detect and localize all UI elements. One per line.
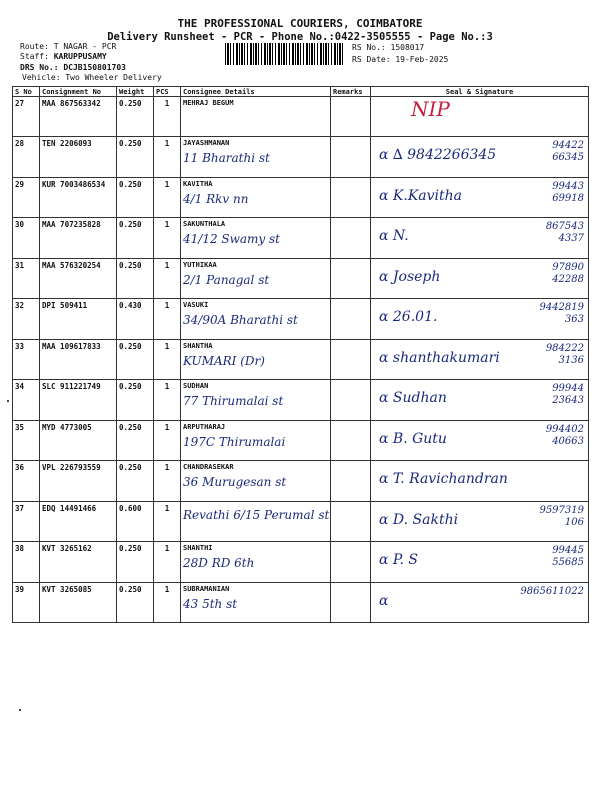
pieces-count: 1 xyxy=(154,299,181,340)
table-row xyxy=(13,258,589,299)
weight-value: 0.250 xyxy=(117,137,154,178)
staff-line xyxy=(20,52,107,61)
table-row xyxy=(13,339,589,380)
handwritten-phone: 984222 xyxy=(545,342,584,354)
handwritten-phone: 9442819 xyxy=(539,302,584,313)
serial-number: 27 xyxy=(13,97,40,137)
weight-value: 0.430 xyxy=(117,299,154,340)
remarks-cell xyxy=(331,501,371,542)
serial-number: 30 xyxy=(13,218,40,259)
pieces-count: 1 xyxy=(154,461,181,502)
consignee-name: SUBRAMANIAN xyxy=(183,584,230,593)
serial-number: 36 xyxy=(13,461,40,502)
seal-signature-cell xyxy=(371,582,589,623)
table-row xyxy=(13,542,589,583)
handwritten-address: Revathi 6/15 Perumal st xyxy=(183,507,330,522)
remarks-cell xyxy=(331,299,371,340)
seal-signature-cell xyxy=(371,542,589,583)
consignee-details xyxy=(181,501,331,542)
consignment-number: MAA 707235828 xyxy=(40,218,117,259)
weight-value: 0.250 xyxy=(117,461,154,502)
rs-date: RS Date: 19-Feb-2025 xyxy=(352,55,449,64)
consignee-details xyxy=(181,380,331,421)
handwritten-phone: 99445 xyxy=(552,545,584,556)
remarks-cell xyxy=(331,177,371,218)
serial-number: 33 xyxy=(13,339,40,380)
consignee-details xyxy=(181,177,331,218)
col-remarks: Remarks xyxy=(331,87,371,97)
handwritten-phone-cont: 66345 xyxy=(552,152,584,163)
handwritten-address: 28D RD 6th xyxy=(183,556,255,570)
handwritten-phone: 867543 xyxy=(545,221,584,232)
serial-number: 37 xyxy=(13,501,40,542)
consignment-number: KUR 7003486534 xyxy=(40,177,117,218)
consignment-number: MAA 109617833 xyxy=(40,339,117,380)
remarks-cell xyxy=(331,97,371,137)
pieces-count: 1 xyxy=(154,582,181,623)
handwritten-signature: α N. xyxy=(379,228,409,244)
remarks-cell xyxy=(331,420,371,461)
consignment-number: TEN 2206093 xyxy=(40,137,117,178)
runsheet-subtitle: Delivery Runsheet - PCR - Phone No.:0422-3505555 - Page No.:3 xyxy=(107,31,493,43)
handwritten-signature: α P. S xyxy=(379,552,418,568)
pieces-count: 1 xyxy=(154,542,181,583)
consignee-name: VASUKI xyxy=(183,301,209,309)
pieces-count: 1 xyxy=(154,97,181,137)
barcode-image xyxy=(225,43,343,65)
seal-signature-cell xyxy=(371,177,589,218)
serial-number: 29 xyxy=(13,177,40,218)
handwritten-phone: 9597319 xyxy=(539,504,584,516)
consignment-number: EDQ 14491466 xyxy=(40,501,117,542)
serial-number: 32 xyxy=(13,299,40,340)
consignment-number: KVT 3265162 xyxy=(40,542,117,583)
pieces-count: 1 xyxy=(154,420,181,461)
seal-signature-cell xyxy=(371,461,589,502)
pieces-count: 1 xyxy=(154,339,181,380)
consignment-number: MAA 576320254 xyxy=(40,258,117,299)
consignee-name: SUDHAN xyxy=(183,382,209,390)
handwritten-phone: 9865611022 xyxy=(520,585,584,597)
remarks-cell xyxy=(331,380,371,421)
col-seal-signature: Seal & Signature xyxy=(371,87,589,97)
consignee-name: CHANDRASEKAR xyxy=(183,463,234,471)
handwritten-address: 34/90A Bharathi st xyxy=(183,313,298,327)
handwritten-signature: α Sudhan xyxy=(379,390,447,406)
table-row xyxy=(13,461,589,502)
handwritten-signature: α Joseph xyxy=(379,268,441,285)
weight-value: 0.250 xyxy=(117,177,154,218)
consignment-number: DPI 509411 xyxy=(40,299,117,340)
remarks-cell xyxy=(331,542,371,583)
handwritten-address: 77 Thirumalai st xyxy=(183,394,284,408)
col-consignee: Consignee Details xyxy=(181,87,331,97)
seal-signature-cell xyxy=(371,218,589,259)
consignee-name: YUTHIKAA xyxy=(183,260,217,269)
seal-signature-cell xyxy=(371,339,589,380)
handwritten-address: 11 Bharathi st xyxy=(183,151,270,165)
handwritten-phone-cont: 106 xyxy=(564,516,584,528)
handwritten-signature: α 26.01. xyxy=(379,309,438,325)
col-pcs: PCS xyxy=(154,87,181,97)
handwritten-signature: α xyxy=(379,592,389,609)
nip-remark: NIP xyxy=(411,97,450,121)
pieces-count: 1 xyxy=(154,380,181,421)
serial-number: 31 xyxy=(13,258,40,299)
handwritten-phone-cont: 55685 xyxy=(552,557,584,568)
weight-value: 0.250 xyxy=(117,258,154,299)
seal-signature-cell xyxy=(371,380,589,421)
remarks-cell xyxy=(331,461,371,502)
pieces-count: 1 xyxy=(154,501,181,542)
weight-value: 0.250 xyxy=(117,339,154,380)
rs-number: RS No.: 1508017 xyxy=(352,43,425,52)
consignee-name: SHANTHI xyxy=(183,544,213,552)
handwritten-signature: α D. Sakthi xyxy=(379,511,459,528)
handwritten-phone-cont: 23643 xyxy=(552,395,584,406)
col-consignment: Consignment No xyxy=(40,87,117,97)
handwritten-phone-cont: 363 xyxy=(564,314,584,325)
remarks-cell xyxy=(331,339,371,380)
weight-value: 0.250 xyxy=(117,420,154,461)
remarks-cell xyxy=(331,137,371,178)
seal-signature-cell xyxy=(371,97,589,137)
table-row xyxy=(13,218,589,259)
handwritten-phone: 99443 xyxy=(552,180,584,192)
handwritten-address: KUMARI (Dr) xyxy=(183,353,265,368)
serial-number: 39 xyxy=(13,582,40,623)
table-row xyxy=(13,177,589,218)
vehicle-label: Vehicle: Two Wheeler Delivery xyxy=(22,73,162,82)
seal-signature-cell xyxy=(371,501,589,542)
pieces-count: 1 xyxy=(154,258,181,299)
pieces-count: 1 xyxy=(154,177,181,218)
handwritten-phone: 94422 xyxy=(552,140,584,151)
pieces-count: 1 xyxy=(154,137,181,178)
consignee-name: ARPUTHARAJ xyxy=(183,422,226,431)
weight-value: 0.250 xyxy=(117,380,154,421)
consignee-name: SHANTHA xyxy=(183,341,213,350)
staff-label: Staff: xyxy=(20,52,49,61)
serial-number: 35 xyxy=(13,420,40,461)
handwritten-phone-cont: 42288 xyxy=(552,273,584,285)
consignee-details xyxy=(181,97,331,137)
seal-signature-cell xyxy=(371,258,589,299)
runsheet-table xyxy=(12,86,589,623)
consignment-number: MAA 867563342 xyxy=(40,97,117,137)
remarks-cell xyxy=(331,258,371,299)
remarks-cell xyxy=(331,218,371,259)
handwritten-phone: 994402 xyxy=(545,423,584,435)
consignee-name: SAKUNTHALA xyxy=(183,220,226,228)
consignment-number: MYD 4773005 xyxy=(40,420,117,461)
weight-value: 0.250 xyxy=(117,97,154,137)
serial-number: 34 xyxy=(13,380,40,421)
consignee-name: MEHRAJ BEGUM xyxy=(183,99,234,107)
table-row xyxy=(13,380,589,421)
consignee-details xyxy=(181,258,331,299)
handwritten-phone: 99944 xyxy=(552,383,584,394)
table-row xyxy=(13,501,589,542)
table-row xyxy=(13,299,589,340)
table-header-row xyxy=(13,87,589,97)
remarks-cell xyxy=(331,582,371,623)
handwritten-signature: α K.Kavitha xyxy=(379,187,462,204)
runsheet-title: THE PROFESSIONAL COURIERS, COIMBATORE xyxy=(177,17,423,30)
col-weight: Weight xyxy=(117,87,154,97)
handwritten-phone-cont: 69918 xyxy=(552,192,584,204)
drs-label: DRS No.: xyxy=(20,63,59,72)
margin-mark xyxy=(7,400,9,402)
consignee-details xyxy=(181,542,331,583)
handwritten-address: 4/1 Rkv nn xyxy=(183,191,249,206)
handwritten-signature: α B. Gutu xyxy=(379,430,447,447)
weight-value: 0.250 xyxy=(117,218,154,259)
handwritten-address: 2/1 Panagal st xyxy=(183,272,270,287)
handwritten-signature: α shanthakumari xyxy=(379,349,500,366)
table-row xyxy=(13,137,589,178)
weight-value: 0.600 xyxy=(117,501,154,542)
handwritten-address: 43 5th st xyxy=(183,596,238,611)
margin-mark xyxy=(19,709,21,711)
col-sno: S No xyxy=(13,87,40,97)
drs-number: DCJB150801703 xyxy=(63,63,126,72)
consignee-name: JAYASHMANAN xyxy=(183,139,230,147)
table-row xyxy=(13,582,589,623)
consignee-details xyxy=(181,299,331,340)
handwritten-phone-cont: 4337 xyxy=(558,233,584,244)
weight-value: 0.250 xyxy=(117,582,154,623)
consignment-number: KVT 3265085 xyxy=(40,582,117,623)
handwritten-phone: 97890 xyxy=(552,261,584,273)
staff-name: KARUPPUSAMY xyxy=(53,52,107,61)
drs-line xyxy=(20,63,126,72)
weight-value: 0.250 xyxy=(117,542,154,583)
serial-number: 28 xyxy=(13,137,40,178)
handwritten-signature: α T. Ravichandran xyxy=(379,471,508,487)
consignee-details xyxy=(181,582,331,623)
consignee-details xyxy=(181,218,331,259)
route-label: Route: T NAGAR - PCR xyxy=(20,42,117,51)
handwritten-phone-cont: 3136 xyxy=(558,354,584,366)
handwritten-phone-cont: 40663 xyxy=(552,435,584,447)
handwritten-address: 41/12 Swamy st xyxy=(183,232,280,246)
consignee-name: KAVITHA xyxy=(183,179,213,188)
serial-number: 38 xyxy=(13,542,40,583)
seal-signature-cell xyxy=(371,299,589,340)
handwritten-signature: α ∆ 9842266345 xyxy=(379,147,497,163)
consignee-details xyxy=(181,339,331,380)
table-row xyxy=(13,420,589,461)
consignee-details xyxy=(181,420,331,461)
consignee-details xyxy=(181,461,331,502)
handwritten-address: 36 Murugesan st xyxy=(183,475,287,489)
table-row xyxy=(13,97,589,137)
consignment-number: VPL 226793559 xyxy=(40,461,117,502)
pieces-count: 1 xyxy=(154,218,181,259)
seal-signature-cell xyxy=(371,420,589,461)
consignment-number: SLC 911221749 xyxy=(40,380,117,421)
consignee-details xyxy=(181,137,331,178)
seal-signature-cell xyxy=(371,137,589,178)
handwritten-address: 197C Thirumalai xyxy=(183,434,286,449)
